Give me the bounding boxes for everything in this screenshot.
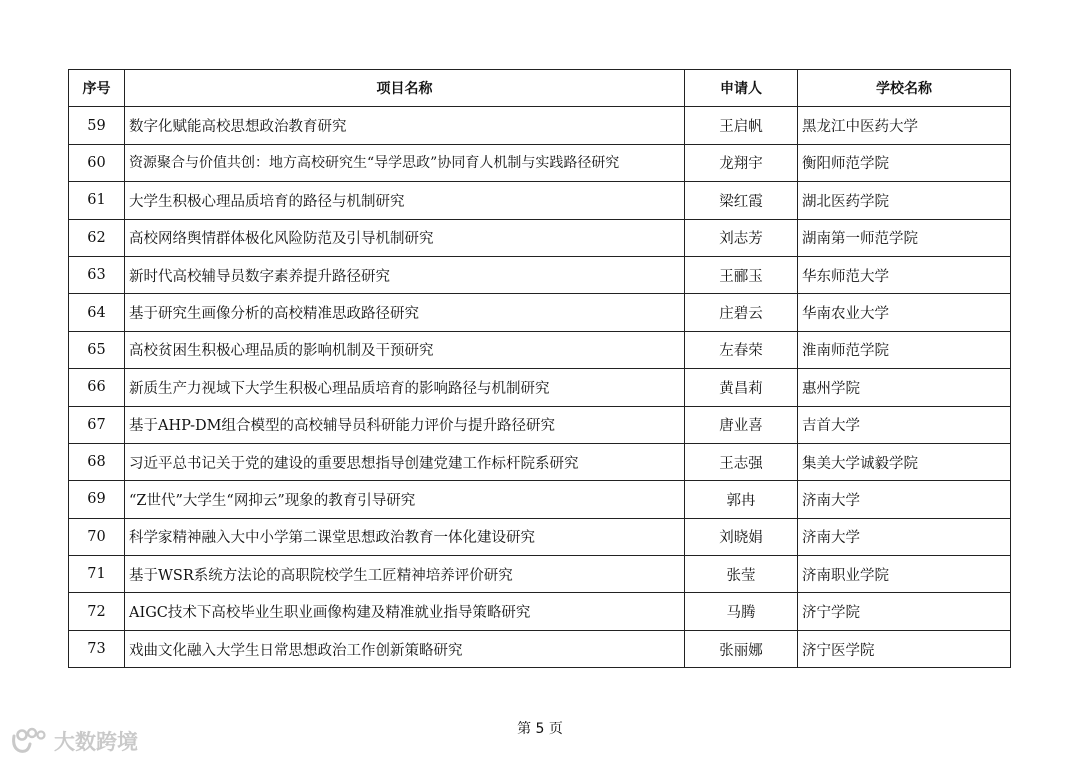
table-row — [69, 406, 1011, 443]
row-title: “Z世代”大学生“网抑云”现象的教育引导研究 — [125, 481, 685, 518]
row-school: 济南大学 — [798, 518, 1011, 555]
table-header-row — [69, 70, 1011, 107]
row-no: 65 — [69, 331, 125, 368]
row-no: 70 — [69, 518, 125, 555]
row-no: 69 — [69, 481, 125, 518]
header-school: 学校名称 — [798, 70, 1011, 107]
page-number: 第 5 页 — [517, 721, 563, 737]
row-applicant: 庄碧云 — [685, 294, 798, 331]
row-no: 59 — [69, 107, 125, 144]
table-row — [69, 256, 1011, 293]
table-row — [69, 182, 1011, 219]
row-title: 大学生积极心理品质培育的路径与机制研究 — [125, 182, 685, 219]
row-title: 习近平总书记关于党的建设的重要思想指导创建党建工作标杆院系研究 — [125, 443, 685, 480]
row-title: 基于WSR系统方法论的高职院校学生工匠精神培养评价研究 — [125, 556, 685, 593]
table-row — [69, 144, 1011, 181]
row-school: 济宁医学院 — [798, 630, 1011, 667]
table-row — [69, 443, 1011, 480]
watermark — [8, 724, 138, 758]
row-title: 资源聚合与价值共创：地方高校研究生“导学思政”协同育人机制与实践路径研究 — [125, 144, 685, 181]
row-applicant: 梁红霞 — [685, 182, 798, 219]
row-no: 64 — [69, 294, 125, 331]
row-title: 基于AHP-DM组合模型的高校辅导员科研能力评价与提升路径研究 — [125, 406, 685, 443]
row-applicant: 张丽娜 — [685, 630, 798, 667]
project-table — [68, 69, 1011, 668]
table-row — [69, 369, 1011, 406]
row-school: 黑龙江中医药大学 — [798, 107, 1011, 144]
row-no: 73 — [69, 630, 125, 667]
row-applicant: 唐业喜 — [685, 406, 798, 443]
row-applicant: 龙翔宇 — [685, 144, 798, 181]
row-school: 济南大学 — [798, 481, 1011, 518]
row-no: 72 — [69, 593, 125, 630]
table-row — [69, 107, 1011, 144]
table-row — [69, 556, 1011, 593]
row-no: 71 — [69, 556, 125, 593]
row-school: 淮南师范学院 — [798, 331, 1011, 368]
row-school: 济南职业学院 — [798, 556, 1011, 593]
watermark-text: 大数跨境 — [54, 730, 138, 754]
row-school: 衡阳师范学院 — [798, 144, 1011, 181]
row-title: 戏曲文化融入大学生日常思想政治工作创新策略研究 — [125, 630, 685, 667]
row-no: 60 — [69, 144, 125, 181]
header-applicant: 申请人 — [685, 70, 798, 107]
row-school: 湖南第一师范学院 — [798, 219, 1011, 256]
row-school: 惠州学院 — [798, 369, 1011, 406]
table-row — [69, 630, 1011, 667]
header-no: 序号 — [69, 70, 125, 107]
row-school: 济宁学院 — [798, 593, 1011, 630]
row-school: 吉首大学 — [798, 406, 1011, 443]
row-no: 61 — [69, 182, 125, 219]
row-no: 62 — [69, 219, 125, 256]
brand-logo-icon — [8, 726, 50, 756]
row-applicant: 王启帆 — [685, 107, 798, 144]
row-applicant: 黄昌莉 — [685, 369, 798, 406]
row-title: 新质生产力视域下大学生积极心理品质培育的影响路径与机制研究 — [125, 369, 685, 406]
row-applicant: 张莹 — [685, 556, 798, 593]
row-title: 基于研究生画像分析的高校精准思政路径研究 — [125, 294, 685, 331]
row-title: 新时代高校辅导员数字素养提升路径研究 — [125, 256, 685, 293]
table-row — [69, 294, 1011, 331]
table-row — [69, 481, 1011, 518]
row-applicant: 左春荣 — [685, 331, 798, 368]
row-no: 68 — [69, 443, 125, 480]
row-no: 66 — [69, 369, 125, 406]
row-applicant: 马腾 — [685, 593, 798, 630]
row-school: 湖北医药学院 — [798, 182, 1011, 219]
row-no: 67 — [69, 406, 125, 443]
row-title: 数字化赋能高校思想政治教育研究 — [125, 107, 685, 144]
table-row — [69, 518, 1011, 555]
row-applicant: 王郦玉 — [685, 256, 798, 293]
table-row — [69, 219, 1011, 256]
row-applicant: 王志强 — [685, 443, 798, 480]
row-school: 集美大学诚毅学院 — [798, 443, 1011, 480]
row-title: AIGC技术下高校毕业生职业画像构建及精准就业指导策略研究 — [125, 593, 685, 630]
row-applicant: 郭冉 — [685, 481, 798, 518]
row-title: 科学家精神融入大中小学第二课堂思想政治教育一体化建设研究 — [125, 518, 685, 555]
row-title: 高校贫困生积极心理品质的影响机制及干预研究 — [125, 331, 685, 368]
table-row — [69, 593, 1011, 630]
row-applicant: 刘晓娟 — [685, 518, 798, 555]
row-applicant: 刘志芳 — [685, 219, 798, 256]
table-row — [69, 331, 1011, 368]
header-title: 项目名称 — [125, 70, 685, 107]
row-school: 华东师范大学 — [798, 256, 1011, 293]
row-title: 高校网络舆情群体极化风险防范及引导机制研究 — [125, 219, 685, 256]
row-no: 63 — [69, 256, 125, 293]
row-school: 华南农业大学 — [798, 294, 1011, 331]
